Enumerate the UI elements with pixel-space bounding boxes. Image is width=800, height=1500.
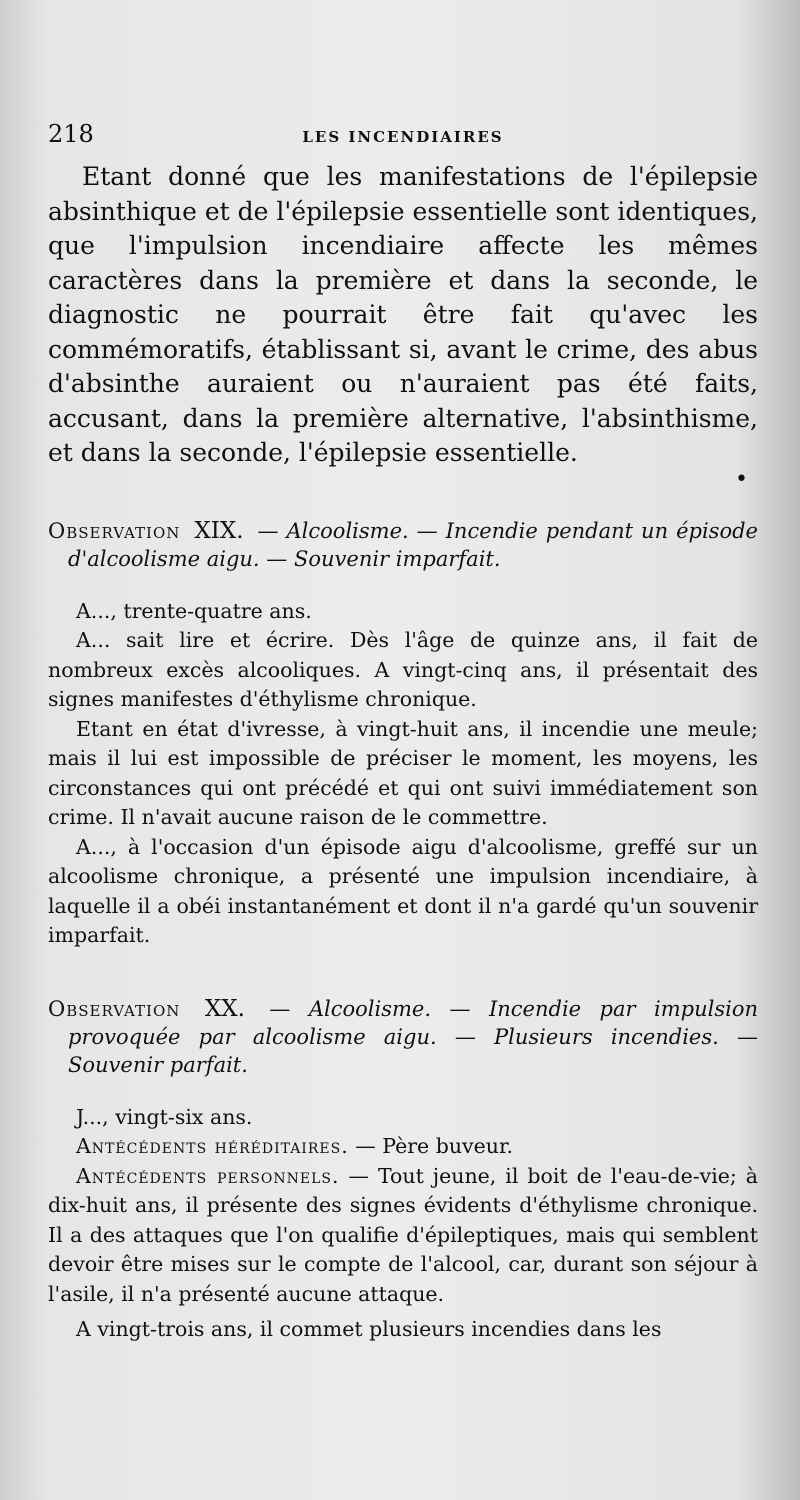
section-label: Antécédents personnels. [76,1163,340,1188]
observation-title: Souvenir parfait. [68,1052,248,1077]
page-number: 218 [48,120,94,148]
observation-number: XX. [204,995,245,1022]
separator: — [436,1024,495,1049]
observation-19-heading [48,517,758,573]
observation-title: Incendie par impulsion provoquée par alcoolisme aigu. [68,996,758,1049]
section-label: Antécédents héréditaires. [76,1134,349,1158]
paragraph: A... sait lire et écrire. Dès l'âge de quinze ans, il fait de nombreux excès alcooliques. A vingt-cinq ans, il présentait des signes manifestes d'éthylisme chronique. [48,628,758,711]
observation-20-body [48,1103,758,1345]
paragraph: A..., trente-quatre ans. [76,598,312,623]
separator: — [431,996,489,1021]
page-header [48,120,758,154]
separator: — [718,1024,758,1049]
separator: — [259,546,294,571]
separator: — [408,518,446,543]
observation-title: Incendie pendant un épisode d'alcoolisme aigu. [68,518,758,571]
paragraph: A..., à l'occasion d'un épisode aigu d'alcoolisme, greffé sur un alcoolisme chronique, a présenté une impulsion incendiaire, à laquelle il a obéi instantanément et dont il n'a gardé qu'un souvenir imparfait. [48,834,758,947]
paragraph [48,1162,758,1310]
separator: — [250,996,309,1021]
running-head: LES INCENDIAIRES [302,128,504,146]
observation-title: Souvenir imparfait. [293,546,501,571]
paragraph: A vingt-trois ans, il commet plusieurs incendies dans les [76,1317,662,1341]
stray-dot: • [735,466,748,492]
section-text: — Père buveur. [348,1134,514,1158]
paragraph: J..., vingt-six ans. [76,1104,253,1129]
separator: — [249,518,287,543]
observation-title: Alcoolisme. [286,518,409,543]
observation-label: Observation [48,518,181,543]
paragraph: Etant en état d'ivresse, à vingt-huit ans, il incendie une meule; mais il lui est impossible de préciser le moment, les moyens, les circonstances qui ont précédé et qui ont suivi immédiatement son crime. Il n'avait aucune raison de le commettre. [48,716,758,829]
paragraph [48,1132,758,1162]
section-text: — Tout jeune, il boit de l'eau-de-vie; à dix-huit ans, il présente des signes évidents d'éthylisme chronique. Il a des attaques que l'on qualifie d'épileptiques, mais qui semblent devoir être mises sur le compte de l'alcool, car, durant son séjour à l'asile, il n'a présenté aucune attaque. [48,1163,759,1306]
observation-19-body [48,597,758,951]
observation-title: Alcoolisme. [308,996,432,1021]
observation-number: XIX. [194,517,244,544]
observation-label: Observation [48,996,181,1021]
observation-20-heading [48,995,758,1079]
observation-title: Plusieurs incendies. [494,1024,719,1049]
intro-paragraph: Etant donné que les manifestations de l'épilepsie absinthique et de l'épilepsie essentielle sont identiques, que l'impulsion incendiaire affecte les mêmes caractères dans la première et dans la seconde, le diagnostic ne pourrait être fait qu'avec les commémoratifs, établissant si, avant le crime, des abus d'absinthe auraient ou n'auraient pas été faits, accusant, dans la première alternative, l'absinthisme, et dans la seconde, l'épilepsie essentielle. [48,162,758,467]
